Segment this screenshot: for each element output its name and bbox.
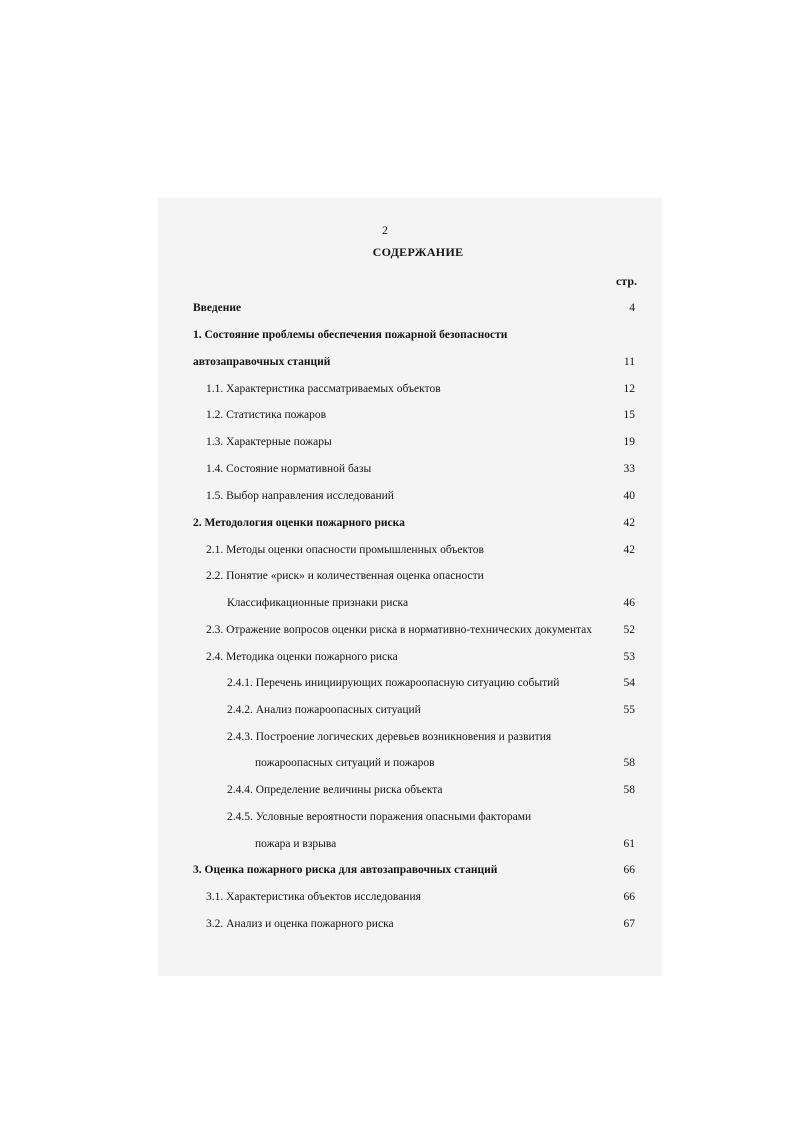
toc-entry-page: 15: [623, 409, 635, 421]
toc-entry-text: 2.1. Методы оценки опасности промышленных объектов: [206, 544, 484, 556]
toc-entry-2-4-5: [0, 809, 795, 825]
toc-entry-text: 1.3. Характерные пожары: [206, 436, 332, 448]
toc-entry-2-3: [0, 622, 795, 638]
toc-entry-text: 2.4. Методика оценки пожарного риска: [206, 651, 398, 663]
toc-entry-page: 54: [623, 677, 635, 689]
toc-entry-chapter-1: [0, 327, 795, 343]
toc-entry-text: 2.4.1. Перечень инициирующих пожароопасную ситуацию событий: [227, 677, 560, 689]
toc-entry-text: пожароопасных ситуаций и пожаров: [255, 757, 435, 769]
toc-entry-text: 2.4.2. Анализ пожароопасных ситуаций: [227, 704, 421, 716]
toc-entry-3-2: [0, 916, 795, 932]
toc-entry-page: 67: [623, 918, 635, 930]
toc-entry-text: пожара и взрыва: [255, 838, 337, 850]
toc-entry-2-4-4: [0, 782, 795, 798]
toc-entry-page: 42: [623, 544, 635, 556]
toc-entry-page: 19: [623, 436, 635, 448]
toc-entry-intro: [0, 300, 795, 316]
toc-entry-2-4-3: [0, 729, 795, 745]
toc-entry-page: 46: [623, 597, 635, 609]
toc-entry-text: 1.1. Характеристика рассматриваемых объектов: [206, 383, 441, 395]
toc-entry-1-2: [0, 407, 795, 423]
toc-entry-page: 52: [623, 624, 635, 636]
toc-entry-2-4-2: [0, 702, 795, 718]
toc-entry-text: Классификационные признаки риска: [227, 597, 409, 609]
toc-entry-page: 58: [623, 757, 635, 769]
toc-entry-text: 1.2. Статистика пожаров: [206, 409, 327, 421]
toc-entry-page: 66: [623, 891, 635, 903]
toc-entry-text: 2.2. Понятие «риск» и количественная оценка опасности: [206, 570, 484, 582]
toc-entry-text: 2.3. Отражение вопросов оценки риска в нормативно-технических документах: [206, 624, 593, 636]
toc-entry-page: 42: [623, 517, 635, 529]
toc-entry-2-2-cont: [0, 595, 795, 611]
toc-entry-text: Введение: [193, 302, 242, 314]
toc-entry-text: автозаправочных станций: [193, 356, 331, 368]
toc-entry-page: 53: [623, 651, 635, 663]
toc-entry-text: 3.2. Анализ и оценка пожарного риска: [206, 918, 394, 930]
toc-entry-1-1: [0, 381, 795, 397]
toc-entry-text: 3.1. Характеристика объектов исследования: [206, 891, 421, 903]
toc-entry-text: 2.4.3. Построение логических деревьев возникновения и развития: [227, 731, 552, 743]
toc-entry-2-4-5-cont: [0, 836, 795, 852]
toc-entry-text: 1.5. Выбор направления исследований: [206, 490, 394, 502]
toc-entry-chapter-1-cont: [0, 354, 795, 370]
toc-entry-text: 2. Методология оценки пожарного риска: [193, 517, 405, 529]
toc-entry-1-5: [0, 488, 795, 504]
page-number: 2: [382, 223, 388, 237]
toc-entry-page: 12: [623, 383, 635, 395]
page-column-label: стр.: [615, 274, 637, 288]
toc-entry-chapter-3: [0, 862, 795, 878]
toc-entry-2-4-3-cont: [0, 755, 795, 771]
toc-entry-page: 61: [623, 838, 635, 850]
toc-entry-page: 33: [623, 463, 635, 475]
toc-entry-2-2: [0, 568, 795, 584]
toc-entry-page: 55: [623, 704, 635, 716]
toc-entry-2-4: [0, 649, 795, 665]
toc-entry-1-4: [0, 461, 795, 477]
toc-entry-2-4-1: [0, 675, 795, 691]
toc-entry-2-1: [0, 542, 795, 558]
toc-title: СОДЕРЖАНИЕ: [372, 245, 464, 259]
toc-entry-page: 40: [623, 490, 635, 502]
toc-entry-text: 2.4.4. Определение величины риска объекта: [227, 784, 443, 796]
toc-entry-text: 1.4. Состояние нормативной базы: [206, 463, 372, 475]
toc-entry-page: 66: [623, 864, 635, 876]
toc-entry-text: 2.4.5. Условные вероятности поражения опасными факторами: [227, 811, 532, 823]
toc-entry-1-3: [0, 434, 795, 450]
toc-entry-chapter-2: [0, 515, 795, 531]
toc-entry-3-1: [0, 889, 795, 905]
toc-entry-page: 11: [623, 356, 635, 368]
toc-entry-text: 3. Оценка пожарного риска для автозаправочных станций: [193, 864, 498, 876]
toc-entry-text: 1. Состояние проблемы обеспечения пожарной безопасности: [193, 329, 508, 341]
toc-entry-page: 58: [623, 784, 635, 796]
toc-entry-page: 4: [629, 302, 635, 314]
